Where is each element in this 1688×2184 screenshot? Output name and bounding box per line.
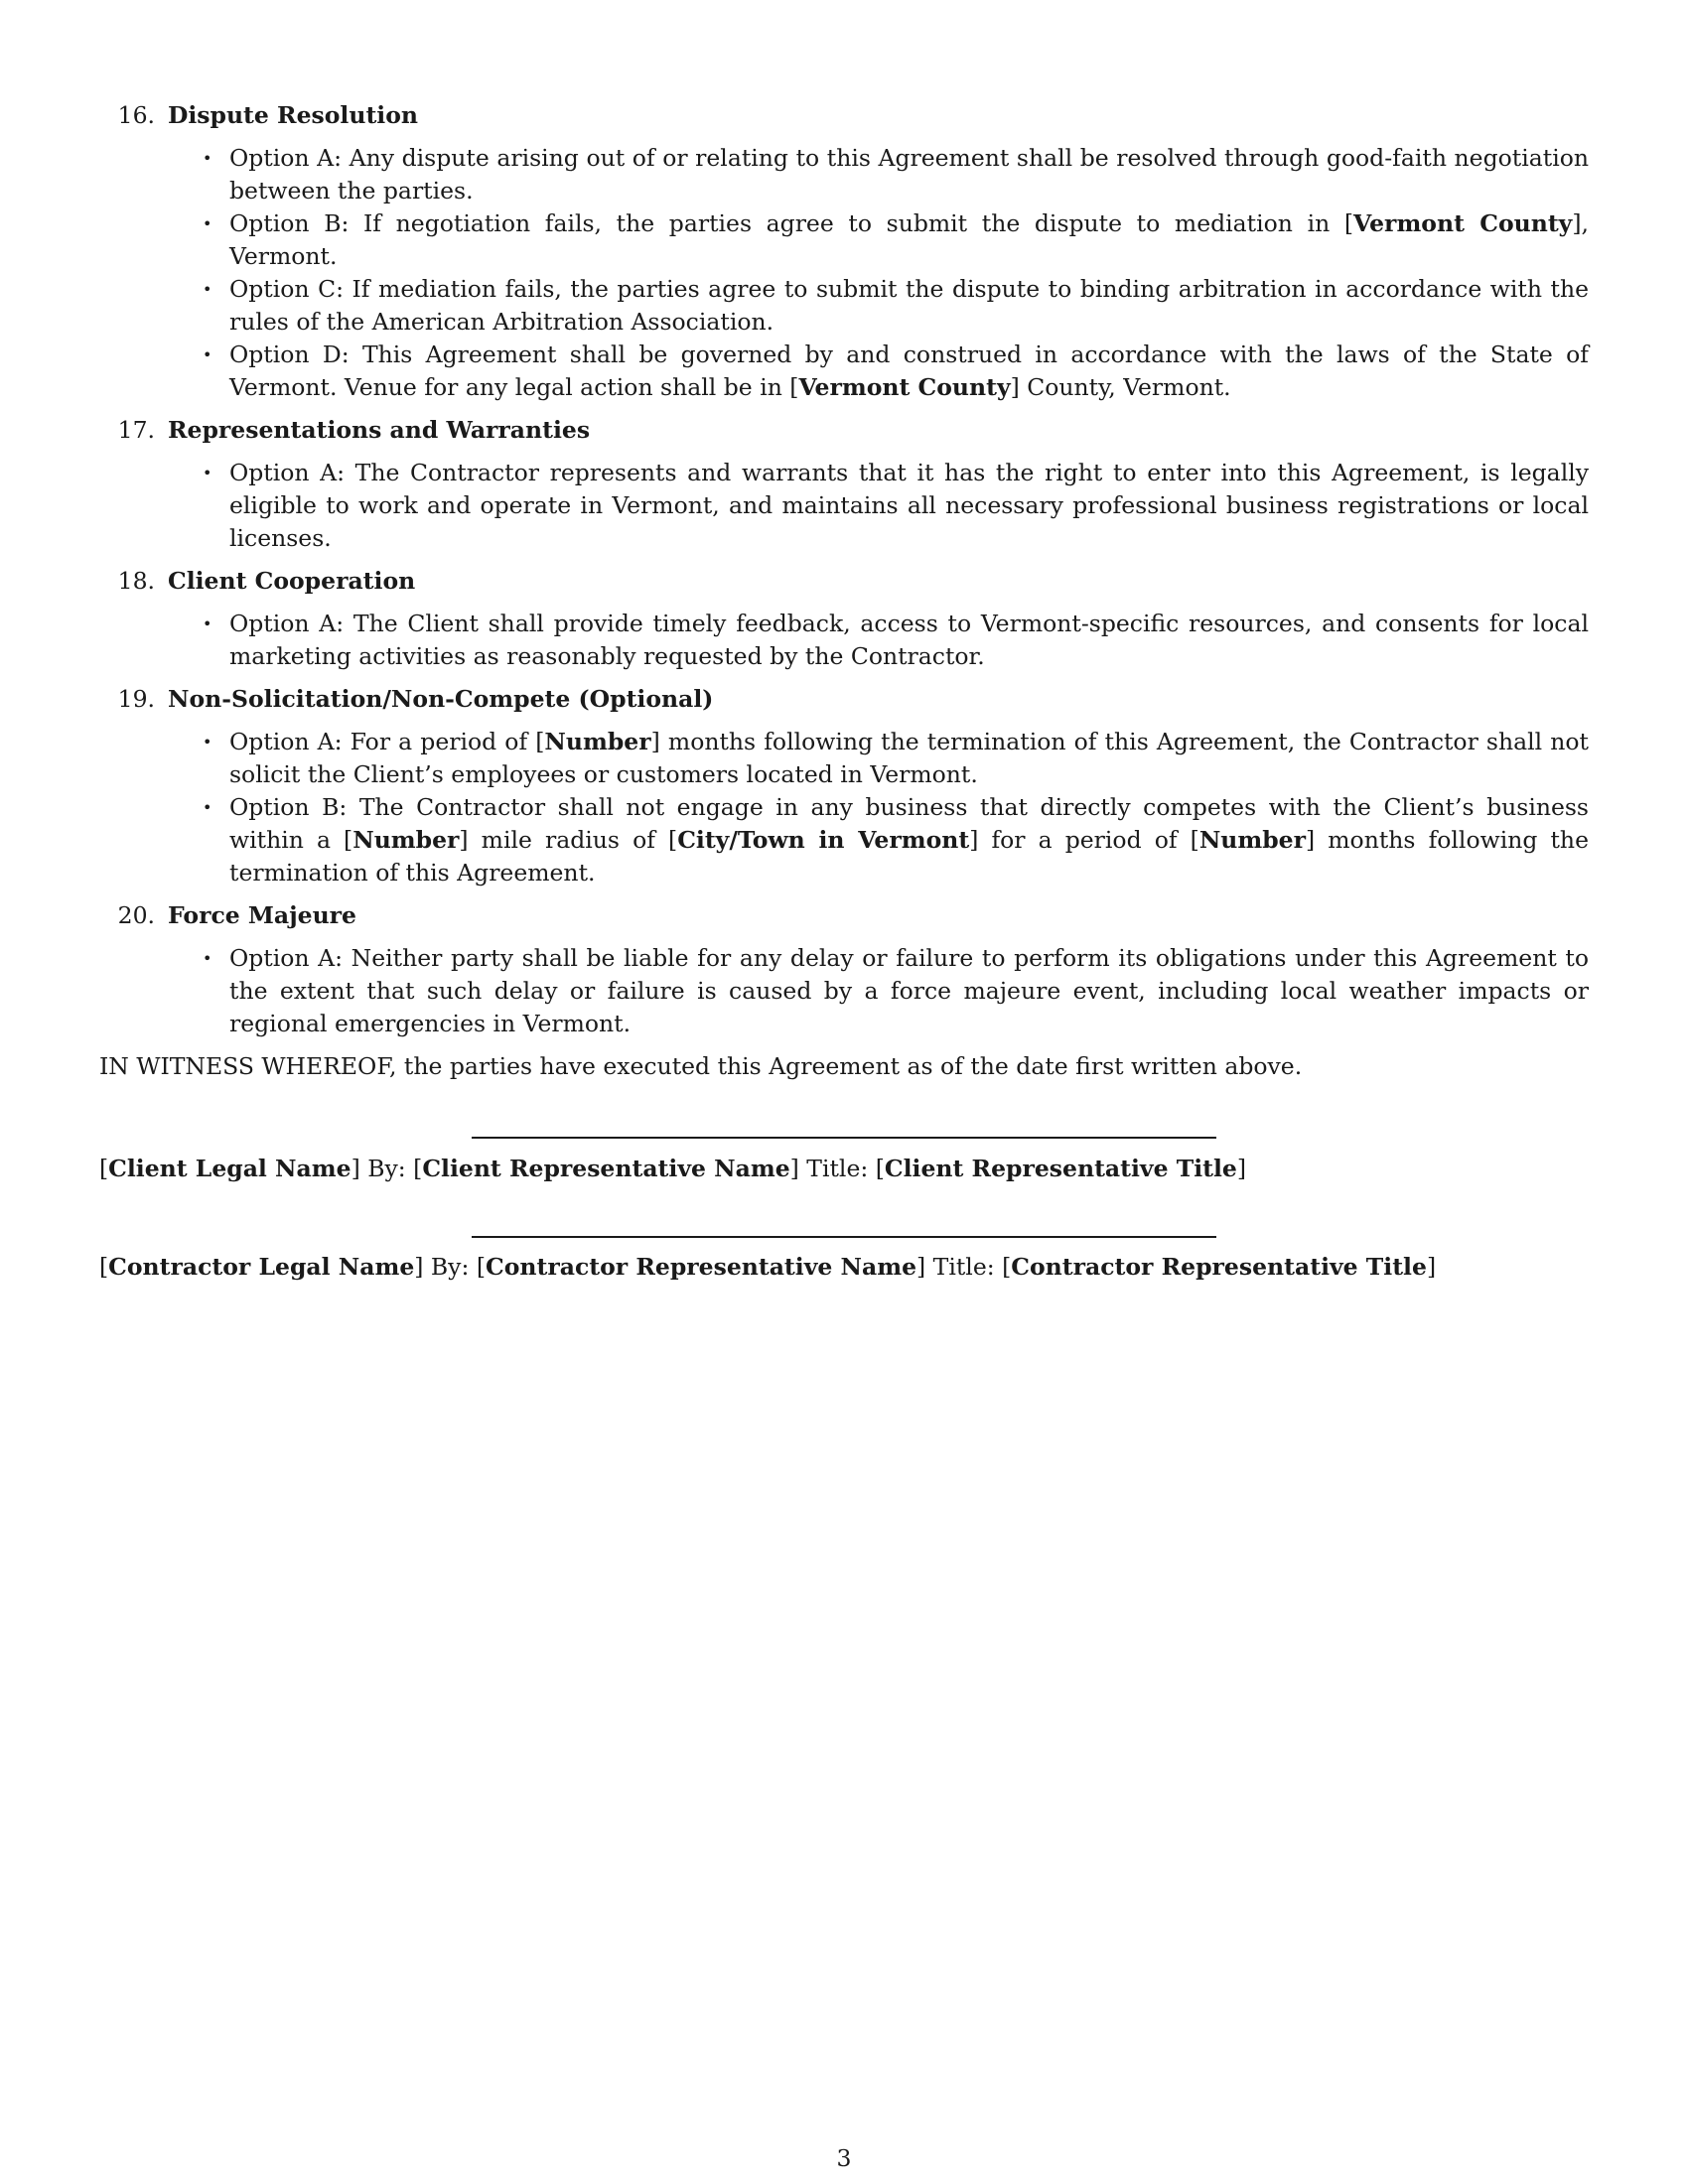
bullet-icon: • <box>203 949 212 968</box>
section-title: Dispute Resolution <box>168 101 418 129</box>
section-17 <box>99 414 1589 555</box>
bullet-icon: • <box>203 614 212 633</box>
text-run: ] County, Vermont. <box>1010 373 1231 401</box>
placeholder-field: Client Legal Name <box>108 1154 352 1182</box>
option-list <box>99 726 1589 889</box>
text-run: Option A: For a period of [ <box>229 728 545 755</box>
section-number: 16. <box>117 101 155 129</box>
text-run: ] Title: [ <box>916 1252 1012 1281</box>
text-run: Option A: The Contractor represents and warrants that it has the right to enter into this Agreement, is legally eligible to work and operate in Vermont, and maintains all necessary professional business registrations or local licenses. <box>229 459 1589 552</box>
text-run: ], Vermont. <box>229 209 1589 270</box>
bullet-icon: • <box>203 345 212 364</box>
bullet-icon: • <box>203 464 212 482</box>
text-run: ] <box>1236 1154 1247 1182</box>
section-title: Force Majeure <box>168 901 357 929</box>
text-run: ] <box>1426 1252 1437 1281</box>
section-number: 18. <box>117 567 155 595</box>
client-signature-info <box>99 1153 1246 1185</box>
bullet-icon: • <box>203 733 212 751</box>
section-heading <box>99 99 1589 132</box>
text-run: [ <box>99 1252 109 1281</box>
option-list <box>99 942 1589 1040</box>
option-item <box>203 273 1589 339</box>
text-run: Option C: If mediation fails, the parties agree to submit the dispute to binding arbitration in accordance with the rules of the American Arbitration Association. <box>229 275 1589 336</box>
contractor-signature-info <box>99 1251 1436 1284</box>
placeholder-field: Contractor Representative Title <box>1011 1252 1427 1281</box>
signature-line <box>472 1137 1216 1139</box>
placeholder-field: Client Representative Name <box>422 1154 790 1182</box>
option-list <box>99 457 1589 555</box>
text-run: [ <box>99 1154 109 1182</box>
placeholder-field: Number <box>352 826 460 854</box>
signature-line <box>472 1236 1216 1238</box>
section-title: Representations and Warranties <box>168 416 591 444</box>
text-run: Option B: If negotiation fails, the parties agree to submit the dispute to mediation in [ <box>229 209 1354 237</box>
option-item <box>203 339 1589 404</box>
section-number: 19. <box>117 685 155 713</box>
page-number: 3 <box>836 2144 852 2172</box>
section-heading <box>99 899 1589 932</box>
section-title: Client Cooperation <box>168 567 416 595</box>
placeholder-field: City/Town in Vermont <box>677 826 970 854</box>
bullet-icon: • <box>203 798 212 817</box>
bullet-icon: • <box>203 280 212 299</box>
option-item <box>203 207 1589 273</box>
placeholder-field: Client Representative Title <box>884 1154 1237 1182</box>
witness-statement: IN WITNESS WHEREOF, the parties have executed this Agreement as of the date first written above. <box>99 1052 1303 1080</box>
bullet-icon: • <box>203 149 212 168</box>
text-run: ] mile radius of [ <box>459 826 678 854</box>
option-item <box>203 457 1589 555</box>
section-heading <box>99 683 1589 716</box>
text-run: ] By: [ <box>351 1154 423 1182</box>
text-run: ] months following the termination of this Agreement, the Contractor shall not solicit the Client’s employees or customers located in Vermont. <box>229 728 1589 788</box>
placeholder-field: Contractor Representative Name <box>486 1252 917 1281</box>
section-title: Non-Solicitation/Non-Compete (Optional) <box>168 685 714 713</box>
text-run: Option A: Any dispute arising out of or relating to this Agreement shall be resolved through good-faith negotiation between the parties. <box>229 144 1589 205</box>
document-body <box>99 99 1589 1281</box>
option-item <box>203 608 1589 673</box>
text-run: ] months following the termination of this Agreement. <box>229 826 1589 887</box>
text-run: ] Title: [ <box>789 1154 885 1182</box>
option-list <box>99 142 1589 404</box>
bullet-icon: • <box>203 214 212 233</box>
text-run: Option A: The Client shall provide timely feedback, access to Vermont-specific resources, and consents for local marketing activities as reasonably requested by the Contractor. <box>229 610 1589 670</box>
placeholder-field: Vermont County <box>798 373 1011 401</box>
text-run: ] for a period of [ <box>969 826 1199 854</box>
section-heading <box>99 414 1589 447</box>
placeholder-field: Number <box>544 728 651 755</box>
section-heading <box>99 565 1589 598</box>
section-number: 20. <box>117 901 155 929</box>
placeholder-field: Vermont County <box>1353 209 1573 237</box>
option-item <box>203 726 1589 791</box>
text-run: ] By: [ <box>414 1252 487 1281</box>
section-16 <box>99 99 1589 404</box>
text-run: Option D: This Agreement shall be governed by and construed in accordance with the laws of the State of Vermont. Venue for any legal action shall be in [ <box>229 341 1589 401</box>
section-19 <box>99 683 1589 889</box>
option-item <box>203 791 1589 889</box>
section-18 <box>99 565 1589 673</box>
placeholder-field: Number <box>1198 826 1307 854</box>
option-item <box>203 942 1589 1040</box>
section-number: 17. <box>117 416 155 444</box>
section-list <box>99 99 1589 1040</box>
option-item <box>203 142 1589 207</box>
placeholder-field: Contractor Legal Name <box>108 1252 415 1281</box>
section-20 <box>99 899 1589 1040</box>
option-list <box>99 608 1589 673</box>
text-run: Option A: Neither party shall be liable for any delay or failure to perform its obligations under this Agreement to the extent that such delay or failure is caused by a force majeure event, including local weather impacts or regional emergencies in Vermont. <box>229 944 1589 1037</box>
text-run: Option B: The Contractor shall not engage in any business that directly competes with the Client’s business within a [ <box>229 793 1589 854</box>
